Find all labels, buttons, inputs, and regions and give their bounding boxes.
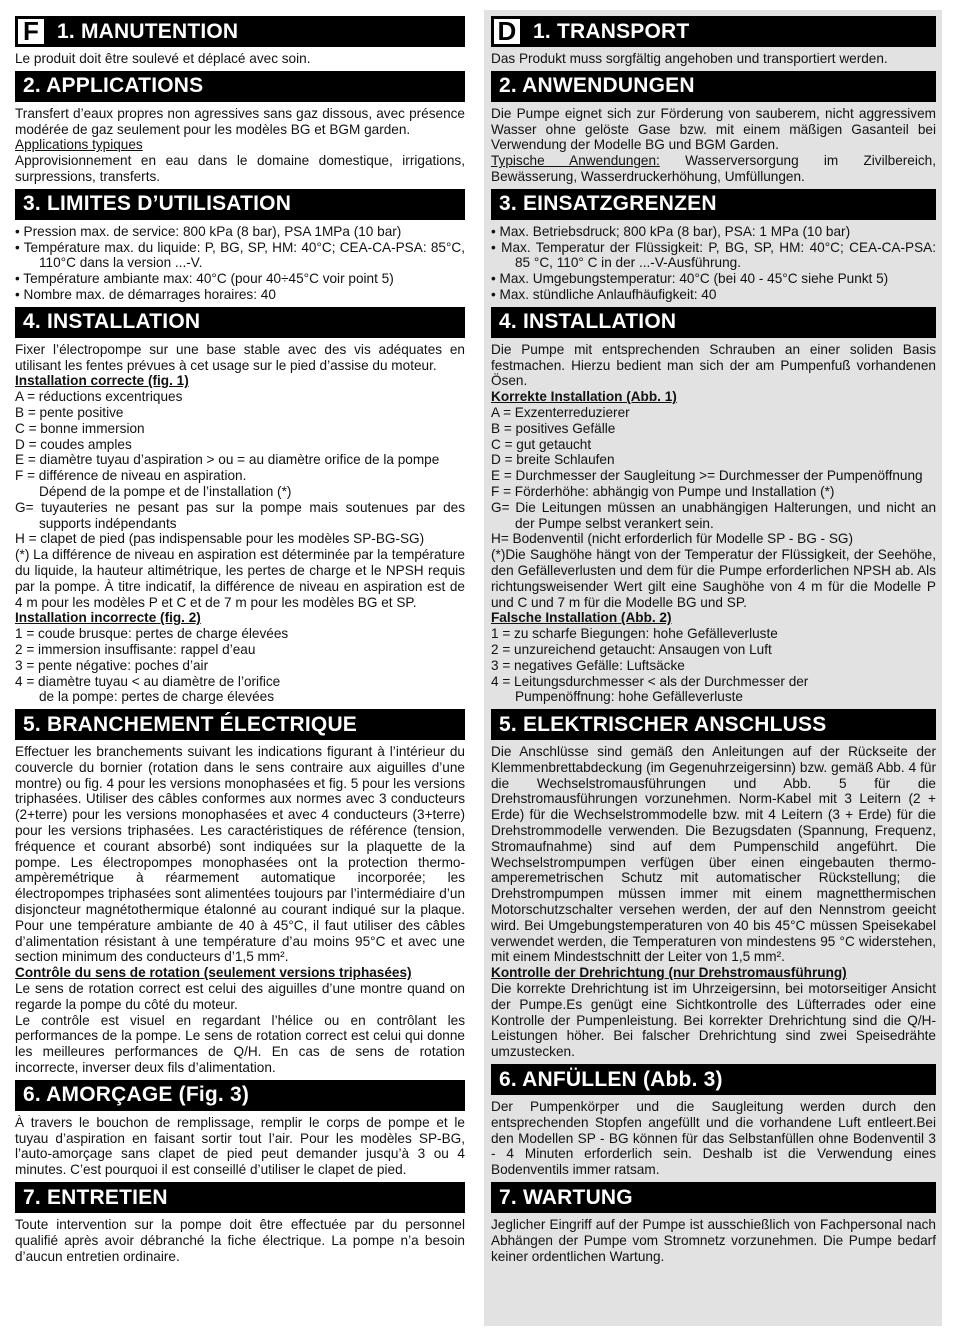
paragraph <box>491 500 936 532</box>
section-header <box>491 1064 936 1095</box>
paragraph <box>491 405 936 421</box>
paragraph-text: • Nombre max. de démarrages horaires: 40 <box>15 286 276 302</box>
paragraph <box>15 674 465 690</box>
paragraph <box>15 271 465 287</box>
section-header <box>491 307 936 338</box>
paragraph-text: • Max. Umgebungstemperatur: 40°C (bei 40 - 45°C siehe Punkt 5) <box>491 271 889 287</box>
paragraph-text: Le contrôle est visuel en regardant l’hélice ou en contrôlant les performances de la pompe. Le sens de rotation correct est celui qui donne les meilleures performances de Q/H. En cas de sens de rotation incorrecte, inverser deux fils d’alimentation. <box>15 1012 465 1076</box>
paragraph-text: 2 = immersion insuffisante: rappel d’eau <box>15 641 256 657</box>
paragraph <box>15 531 465 547</box>
language-badge: D <box>491 16 523 47</box>
paragraph <box>15 389 465 405</box>
paragraph <box>15 437 465 453</box>
paragraph-text: • Température max. du liquide: P, BG, SP, HM: 40°C; CEA-CA-PSA: 85°C, 110°C dans la version ...-V. <box>15 239 465 271</box>
paragraph <box>15 610 465 626</box>
section-7-entretien <box>15 1182 465 1264</box>
paragraph <box>491 437 936 453</box>
paragraph <box>15 287 465 303</box>
section-title: 3. EINSATZGRENZEN <box>499 192 717 216</box>
paragraph-text: 2 = unzureichend getaucht: Ansaugen von Luft <box>491 641 772 657</box>
paragraph <box>491 642 936 658</box>
subheading: Typische Anwendungen: <box>491 153 660 169</box>
paragraph <box>15 626 465 642</box>
paragraph-text: À travers le bouchon de remplissage, remplir le corps de pompe et le tuyau d’aspiration en faisant sortir tout l’air. Pour les modèles SP-BG, l’auto-amorçage sans clapet de pied peut demander jusqu’à 3 ou 4 minutes. C’est pourquoi il est conseillé d’utiliser le clapet de pied. <box>15 1114 465 1178</box>
paragraph-text: • Pression max. de service: 800 kPa (8 bar), PSA 1MPa (10 bar) <box>15 223 402 239</box>
paragraph-text: Das Produkt muss sorgfältig angehoben und transportiert werden. <box>491 51 888 66</box>
paragraph <box>15 1013 465 1076</box>
section-header <box>15 71 465 102</box>
paragraph-text: F = différence de niveau en aspiration. <box>15 468 247 484</box>
section-6-amorcage-fig-3 <box>15 1080 465 1178</box>
paragraph <box>491 610 936 626</box>
section-header <box>15 189 465 220</box>
paragraph-text: D = breite Schlaufen <box>491 452 615 468</box>
paragraph <box>15 1217 465 1264</box>
subheading: Contrôle du sens de rotation (seulement versions triphasées) <box>15 965 412 981</box>
section-header <box>491 71 936 102</box>
paragraph <box>491 342 936 389</box>
section-5-elektrischer-anschluss <box>491 709 936 1060</box>
paragraph <box>15 468 465 484</box>
paragraph-text: Jeglicher Eingriff auf der Pumpe ist ausschießlich von Fachpersonal nach Abhängen der Pumpe vom Stromnetz vorzunehmen. Die Pumpe bedarf keiner ordentlichen Wartung. <box>491 1217 936 1264</box>
paragraph <box>15 547 465 610</box>
paragraph <box>491 468 936 484</box>
paragraph <box>15 224 465 240</box>
paragraph <box>15 106 465 138</box>
paragraph-text: B = positives Gefälle <box>491 420 616 436</box>
paragraph-text: Le produit doit être soulevé et déplacé avec soin. <box>15 51 311 66</box>
paragraph <box>15 153 465 185</box>
paragraph <box>491 744 936 965</box>
paragraph-text: H = clapet de pied (pas indispensable pour les modèles SP-BG-SG) <box>15 531 425 547</box>
paragraph <box>15 452 465 468</box>
paragraph <box>15 981 465 1013</box>
german-column <box>484 10 942 1326</box>
paragraph-text: 3 = negatives Gefälle: Luftsäcke <box>491 657 685 673</box>
paragraph <box>15 421 465 437</box>
paragraph <box>491 51 936 67</box>
section-title: 6. AMORÇAGE (Fig. 3) <box>23 1083 250 1107</box>
paragraph <box>491 389 936 405</box>
paragraph <box>15 965 465 981</box>
paragraph <box>491 153 936 185</box>
paragraph <box>491 689 936 705</box>
paragraph-text: 1 = coude brusque: pertes de charge élevées <box>15 626 289 642</box>
section-header <box>491 709 936 740</box>
paragraph-text: Transfert d’eaux propres non agressives sans gaz dissous, avec présence modérée de gaz seulement pour les modèles BG et BGM garden. <box>15 105 465 137</box>
paragraph-text: Der Pumpenkörper und die Saugleitung werden durch den entsprechenden Stopfen angefüllt und die vorhandene Luft entleert.Bei den Modellen SP - BG können für das Selbstanfüllen ohne Bodenventil 3 - 4 Minuten erforderlich sein. Deshalb ist die Verwendung eines Bodenventils immer ratsam. <box>491 1099 936 1178</box>
section-header <box>15 1080 465 1111</box>
paragraph-text: Wasserversorgung im Zivilbereich, Bewässerung, Wasserdruckerhöhung, Umfüllungen. <box>491 153 936 184</box>
section-header <box>15 709 465 740</box>
section-1-manutention <box>15 16 465 67</box>
paragraph-text: • Max. Betriebsdruck; 800 kPa (8 bar), PSA: 1 MPa (10 bar) <box>491 223 851 239</box>
paragraph <box>15 1115 465 1178</box>
paragraph <box>15 744 465 965</box>
paragraph-text: E = Durchmesser der Saugleitung >= Durchmesser der Pumpenöffnung <box>491 468 923 484</box>
paragraph <box>491 106 936 153</box>
paragraph <box>491 674 936 690</box>
paragraph-text: Die Pumpe eignet sich zur Förderung von sauberem, nicht aggressivem Wasser ohne gelöste Gase bzw. mit einem mäßigen Gasanteil bei Verwendung der Modelle BG und BGM Garden. <box>491 105 936 153</box>
paragraph-text: Die Pumpe mit entsprechenden Schrauben an einer soliden Basis festmachen. Hierzu bedient man sich der am Pumpenfuß vorhandenen Ösen. <box>491 341 936 389</box>
section-header <box>491 189 936 220</box>
paragraph-text: F = Förderhöhe: abhängig von Pumpe und Installation (*) <box>491 483 835 499</box>
section-2-anwendungen <box>491 71 936 185</box>
paragraph <box>15 689 465 705</box>
section-3-einsatzgrenzen <box>491 189 936 303</box>
paragraph <box>491 981 936 1060</box>
subheading: Installation correcte (fig. 1) <box>15 373 189 389</box>
section-3-limites-d-utilisation <box>15 189 465 303</box>
paragraph-text: Fixer l’électropompe sur une base stable avec des vis adéquates en utilisant les fentes prévues à cet usage sur le pied d’assise du moteur. <box>15 341 465 373</box>
section-title: 7. ENTRETIEN <box>23 1185 168 1209</box>
paragraph <box>491 658 936 674</box>
subheading: Kontrolle der Drehrichtung (nur Drehstromausführung) <box>491 965 847 981</box>
subheading: Applications typiques <box>15 137 143 153</box>
section-5-branchement-electrique <box>15 709 465 1076</box>
paragraph-text: (*)Die Saughöhe hängt von der Temperatur der Flüssigkeit, der Seehöhe, den Gefälleverlusten und dem für die Pumpe erforderlichen NPSH ab. Als richtungsweisender Wert gilt eine Saughöhe von 4 m für die Modelle P und C und 7 m für die Modelle BG und SP. <box>491 547 936 610</box>
paragraph-text: Effectuer les branchements suivant les indications figurant à l’intérieur du couvercle du bornier (rotation dans le sens contraire aux aiguilles d’une montre) ou fig. 4 pour les versions monophasées et fig. 5 pour les versions triphasées. Utiliser des câbles conformes aux normes avec 3 conducteurs (2+terre) pour les versions monophasées et avec 4 conducteurs (3+terre) pour les versions triphasées. Les caractéristiques de référence (tension, fréquence et courant absorbé) sont indiquées sur la plaquette de la pompe. Les électropompes monophasées ont la protection thermo-ampèremétrique à réarmement automatique incorporée; les électropompes triphasées sont alimentées toujours par l’intermédiaire d’un disjoncteur magnétothermique étalonné au courant indiqué sur la plaque. Pour une température ambiante de 40 à 45°C, il faut utiliser des câbles d’alimentation résistant à une température d’au moins 95°C et avec une section minimum des conducteurs d’1,5 mm². <box>15 744 465 965</box>
paragraph <box>491 1099 936 1178</box>
paragraph-text: • Max. Temperatur der Flüssigkeit: P, BG, SP, HM: 40°C; CEA-CA-PSA: 85 °C, 110° C in der ...-V-Ausführung. <box>491 239 936 271</box>
section-header <box>491 16 936 47</box>
paragraph-text: C = gut getaucht <box>491 436 592 452</box>
paragraph <box>491 452 936 468</box>
paragraph-text: Die korrekte Drehrichtung ist im Uhrzeigersinn, bei motorseitiger Ansicht der Pumpe.Es genügt eine Sichtkontrolle des Lüfterrades oder eine Kontrolle der Pumpenleistung. Bei korrekter Drehrichtung sind die Q/H-Leistungen höher. Bei falscher Drehrichtung sind zwei Speisedrähte umzustecken. <box>491 981 936 1060</box>
section-title: 1. TRANSPORT <box>533 19 690 43</box>
paragraph <box>491 224 936 240</box>
section-header <box>15 1182 465 1213</box>
paragraph-text: Pumpenöffnung: hohe Gefälleverluste <box>515 689 743 705</box>
section-title: 2. ANWENDUNGEN <box>499 74 695 98</box>
paragraph-text: Toute intervention sur la pompe doit être effectuée par du personnel qualifié après avoir débranché la fiche électrique. La pompe n’a besoin d’aucun entretien ordinaire. <box>15 1217 465 1264</box>
paragraph-text: Approvisionnement en eau dans le domaine domestique, irrigations, surpressions, transferts. <box>15 153 465 184</box>
paragraph <box>15 500 465 532</box>
paragraph <box>15 405 465 421</box>
paragraph-text: Die Anschlüsse sind gemäß den Anleitungen auf der Rückseite der Klemmenbrettabdeckung (im Gegenuhrzeigersinn) bzw. gemäß Abb. 4 für die Wechselstromausführungen und Abb. 5 für die Drehstromausführungen vorzunehmen. Norm-Kabel mit 3 Leitern (2 + Erde) für die Wechselstrommodelle bzw. mit 4 Leitern (3 + Erde) für die Drehstrommodelle verwenden. Die Bezugsdaten (Spannung, Frequenz, Stromaufnahme) sind auf dem Pumpenschild angeführt. Die Wechselstrompumpen verfügen über einen eingebauten thermo-amperemetrischen Schutz mit automatischer Rückstellung; die Drehstrompumpen müssen immer mit einem magnetthermischen Motorschutzschalter versehen werden, der auf den Nennstrom geeicht wird. Bei Umgebungstemperaturen von 40 bis 45°C müssen Speisekabel verwendet werden, die Temperaturen von mindestens 95 °C widerstehen, mit einem Mindestschnitt der Leiter von 1,5 mm². <box>491 744 936 965</box>
language-badge: F <box>15 16 47 47</box>
paragraph-text: D = coudes amples <box>15 436 132 452</box>
section-title: 5. BRANCHEMENT ÉLECTRIQUE <box>23 712 358 736</box>
paragraph-text: H= Bodenventil (nicht erforderlich für Modelle SP - BG - SG) <box>491 531 854 547</box>
paragraph <box>491 240 936 272</box>
section-title: 6. ANFÜLLEN (Abb. 3) <box>499 1067 723 1091</box>
paragraph-text: E = diamètre tuyau d’aspiration > ou = au diamètre orifice de la pompe <box>15 452 440 468</box>
paragraph-text: B = pente positive <box>15 404 124 420</box>
paragraph <box>491 626 936 642</box>
paragraph-text: Dépend de la pompe et de l’installation (*) <box>39 483 292 499</box>
paragraph <box>491 1217 936 1264</box>
paragraph <box>15 373 465 389</box>
subheading: Installation incorrecte (fig. 2) <box>15 610 201 626</box>
section-title: 4. INSTALLATION <box>23 310 201 334</box>
section-title: 5. ELEKTRISCHER ANSCHLUSS <box>499 712 827 736</box>
section-title: 3. LIMITES D’UTILISATION <box>23 192 292 216</box>
section-6-anfullen-abb-3 <box>491 1064 936 1178</box>
paragraph <box>15 51 465 67</box>
paragraph <box>491 271 936 287</box>
paragraph-text: G= Die Leitungen müssen an unabhängigen Halterungen, und nicht an der Pumpe selbst verankert sein. <box>491 499 936 531</box>
paragraph-text: 4 = Leitungsdurchmesser < als der Durchmesser der <box>491 673 809 689</box>
paragraph-text: A = réductions excentriques <box>15 389 183 405</box>
french-column <box>11 10 469 1326</box>
paragraph <box>15 642 465 658</box>
paragraph <box>15 137 465 153</box>
section-title: 7. WARTUNG <box>499 1185 633 1209</box>
subheading: Falsche Installation (Abb. 2) <box>491 610 672 626</box>
subheading: Korrekte Installation (Abb. 1) <box>491 389 677 405</box>
paragraph-text: • Température ambiante max: 40°C (pour 40÷45°C voir point 5) <box>15 271 394 287</box>
paragraph <box>491 421 936 437</box>
section-title: 2. APPLICATIONS <box>23 74 204 98</box>
paragraph <box>15 240 465 272</box>
paragraph-text: (*) La différence de niveau en aspiration est déterminée par la température du liquide, la hauteur altimétrique, les pertes de charge et le NPSH requis par la pompe. À titre indicatif, la différence de niveau en aspiration est de 4 m pour les modèles P et C et de 7 m pour les modèles BG et SP. <box>15 547 465 610</box>
section-header <box>491 1182 936 1213</box>
paragraph-text: 1 = zu scharfe Biegungen: hohe Gefälleverluste <box>491 626 778 642</box>
paragraph-text: G= tuyauteries ne pesant pas sur la pompe mais soutenues par des supports indépendants <box>15 499 465 531</box>
paragraph <box>491 965 936 981</box>
paragraph <box>15 658 465 674</box>
section-header <box>15 307 465 338</box>
section-title: 4. INSTALLATION <box>499 310 677 334</box>
section-header <box>15 16 465 47</box>
paragraph-text: Le sens de rotation correct est celui des aiguilles d’une montre quand on regarde la pompe du côté du moteur. <box>15 981 465 1012</box>
paragraph-text: C = bonne immersion <box>15 420 145 436</box>
section-4-installation <box>15 307 465 705</box>
section-title: 1. MANUTENTION <box>57 19 239 43</box>
paragraph <box>491 547 936 610</box>
section-7-wartung <box>491 1182 936 1264</box>
paragraph-text: • Max. stündliche Anlaufhäufigkeit: 40 <box>491 286 717 302</box>
paragraph <box>15 484 465 500</box>
paragraph-text: 3 = pente négative: poches d’air <box>15 657 209 673</box>
paragraph-text: 4 = diamètre tuyau < au diamètre de l’orifice <box>15 673 281 689</box>
section-1-transport <box>491 16 936 67</box>
paragraph <box>491 484 936 500</box>
paragraph <box>15 342 465 374</box>
section-4-installation <box>491 307 936 705</box>
paragraph <box>491 287 936 303</box>
paragraph <box>491 531 936 547</box>
section-2-applications <box>15 71 465 185</box>
paragraph-text: de la pompe: pertes de charge élevées <box>39 689 275 705</box>
paragraph-text: A = Exzenterreduzierer <box>491 404 630 420</box>
